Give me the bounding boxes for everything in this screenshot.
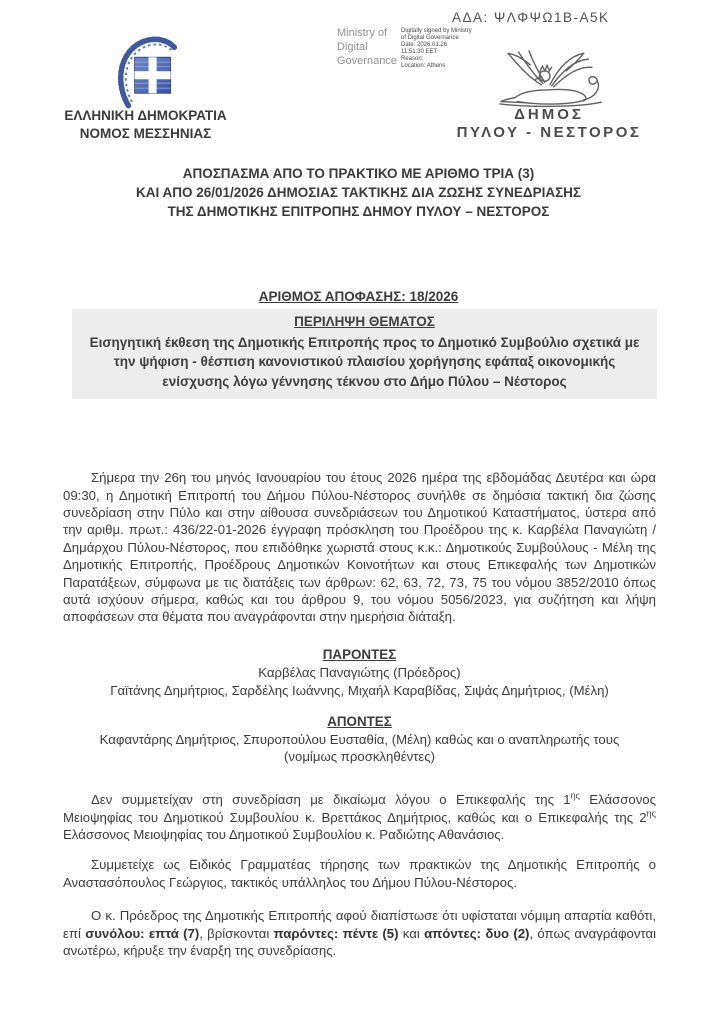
municipality-name-line1: ΔΗΜΟΣ bbox=[514, 106, 584, 123]
minority-sup2: ης bbox=[646, 808, 656, 819]
subject-text: Εισηγητική έκθεση της Δημοτικής Επιτροπής προς το Δημοτικό Συμβούλιο σχετικά με την ψήφιση - θέσπιση κανονιστικού πλαισίου χορήγησης εφάπαξ οικονομικής ενίσχυσης λόγω γέννησης τέκνου στο Δήμο Πύλου – Νέστορος bbox=[89, 334, 640, 389]
minority-seg2: Ελάσσονος Μειοψηφίας του Δημοτικού Συμβουλίου κ. Βρεττάκος Δημήτριος, καθώς και ο Επικεφαλής της 2 bbox=[63, 792, 656, 825]
griffin-emblem-icon bbox=[490, 44, 610, 108]
issuing-authority-line2: ΝΟΜΟΣ ΜΕΣΣΗΝΙΑΣ bbox=[79, 126, 212, 141]
municipality-name-line2: ΠΥΛΟΥ - ΝΕΣΤΟΡΟΣ bbox=[456, 124, 642, 141]
minority-sup1: ης bbox=[570, 790, 580, 801]
ministry-label-line2: Digital bbox=[337, 41, 368, 53]
issuing-authority bbox=[38, 107, 253, 143]
document-title-line1: ΑΠΟΣΠΑΣΜΑ ΑΠΟ ΤΟ ΠΡΑΚΤΙΚΟ ΜΕ ΑΡΙΘΜΟ ΤΡΙΑ (3) bbox=[182, 166, 535, 181]
ministry-label-line3: Governance bbox=[337, 55, 397, 67]
quorum-seg2: , βρίσκονται bbox=[199, 925, 274, 941]
present-members-line1: Καρβέλας Παναγιώτης (Πρόεδρος) bbox=[258, 665, 461, 680]
absent-members-line2: (νομίμως προσκληθέντες) bbox=[284, 749, 435, 764]
document-title bbox=[63, 164, 654, 221]
intro-paragraph: Σήμερα την 26η του μηνός Ιανουαρίου του έτους 2026 ημέρα της εβδομάδας Δευτέρα και ώρα 09:30, η Δημοτική Επιτροπή του Δήμου Πύλου-Νέστορος συνήλθε σε δημόσια τακτική δια ζώσης συνεδρίαση στην Πύλο και στην αίθουσα συνεδριάσεων του Δημοτικού Καταστήματος, ύστερα από την αριθμ. πρωτ.: 436/22-01-2026 έγγραφη πρόσκληση του Προέδρου της κ. Καρβέλα Παναγιώτη / Δημάρχου Πύλου-Νέστορος, που επιδόθηκε χωριστά στους κ.κ.: Δημοτικούς Συμβούλους - Μέλη της Δημοτικής Επιτροπής, Προέδρους Δημοτικών Κοινοτήτων και στους Επικεφαλής των Δημοτικών Παρατάξεων, σύμφωνα με τις διατάξεις των άρθρων: 62, 63, 72, 73, 75 του νόμου 3852/2010 όπως αυτά ισχύουν σήμερα, καθώς και του άρθρου 9, του νόμου 5056/2023, για συζήτηση και λήψη αποφάσεων στα θέματα που αναγράφονται στην ημερήσια διάταξη. bbox=[63, 470, 656, 625]
quorum-absent-count: απόντες: δυο (2) bbox=[424, 925, 530, 941]
quorum-total-count: συνόλου: επτά (7) bbox=[85, 925, 200, 941]
signature-line3: Date: 2026.01.26 bbox=[401, 42, 448, 48]
signature-line1: Digitally signed by Ministry bbox=[401, 28, 472, 34]
present-members-line2: Γαϊτάνης Δημήτριος, Σαρδέλης Ιωάννης, Μιχαήλ Καραβίδας, Σιψάς Δημήτριος, (Μέλη) bbox=[110, 683, 609, 698]
quorum-present-count: παρόντες: πέντε (5) bbox=[273, 925, 399, 941]
present-heading: ΠΑΡΟΝΤΕΣ bbox=[322, 647, 397, 662]
ada-code: ΑΔΑ: ΨΛΦΨΩ1Β-Α5Κ bbox=[452, 10, 610, 25]
subject-summary-box bbox=[72, 309, 657, 399]
ministry-label-line1: Ministry of bbox=[337, 27, 388, 39]
quorum-seg3: και bbox=[398, 925, 425, 941]
issuing-authority-line1: ΕΛΛΗΝΙΚΗ ΔΗΜΟΚΡΑΤΙΑ bbox=[64, 108, 227, 123]
signature-line2: of Digital Governance bbox=[401, 35, 459, 41]
absent-members-line1: Καφαντάρης Δημήτριος, Σπυροπούλου Ευσταθία, (Μέλη) καθώς και ο αναπληρωτής τους bbox=[99, 732, 620, 747]
quorum-paragraph bbox=[63, 907, 656, 959]
decision-number-text: ΑΡΙΘΜΟΣ ΑΠΟΦΑΣΗΣ: 18/2026 bbox=[258, 289, 459, 304]
secretary-paragraph: Συμμετείχε ως Ειδικός Γραμματέας τήρησης των πρακτικών της Δημοτικής Επιτροπής ο Αναστασόπουλος Γεώργιος, τακτικός υπάλληλος του Δήμου Πύλου-Νέστορος. bbox=[63, 857, 656, 890]
municipality-name bbox=[440, 106, 658, 142]
ministry-label bbox=[337, 26, 407, 68]
minority-seg1: Δεν συμμετείχαν στη συνεδρίαση με δικαίωμα λόγου ο Επικεφαλής της 1 bbox=[91, 792, 571, 808]
minority-seg3: Ελάσσονος Μειοψηφίας του Δημοτικού Συμβουλίου κ. Ραδιώτης Αθανάσιος. bbox=[63, 827, 505, 842]
signature-line5: Reason: bbox=[401, 56, 424, 62]
document-title-line3: ΤΗΣ ΔΗΜΟΤΙΚΗΣ ΕΠΙΤΡΟΠΗΣ ΔΗΜΟΥ ΠΥΛΟΥ – ΝΕΣΤΟΡΟΣ bbox=[167, 204, 550, 219]
subject-heading: ΠΕΡΙΛΗΨΗ ΘΕΜΑΤΟΣ bbox=[294, 314, 435, 329]
quorum-seg1: Ο κ. Πρόεδρος της Δημοτικής Επιτροπής αφού διαπίστωσε ότι υφίσταται νόμιμη απαρτία καθότι, επί bbox=[63, 908, 656, 941]
signature-line4: 11:51:30 EET bbox=[401, 49, 438, 55]
minority-paragraph bbox=[63, 791, 656, 843]
absent-heading: ΑΠΟΝΤΕΣ bbox=[327, 714, 392, 729]
decision-number bbox=[0, 289, 717, 304]
signature-line6: Location: Athens bbox=[401, 63, 446, 69]
quorum-seg4: , όπως αναγράφονται ανωτέρω, κήρυξε την έναρξη της συνεδρίασης. bbox=[63, 925, 656, 958]
document-title-line2: ΚΑΙ ΑΠΟ 26/01/2026 ΔΗΜΟΣΙΑΣ ΤΑΚΤΙΚΗΣ ΔΙΑ ΖΩΣΗΣ ΣΥΝΕΔΡΙΑΣΗΣ bbox=[135, 185, 582, 200]
greek-national-emblem-icon bbox=[116, 36, 178, 112]
